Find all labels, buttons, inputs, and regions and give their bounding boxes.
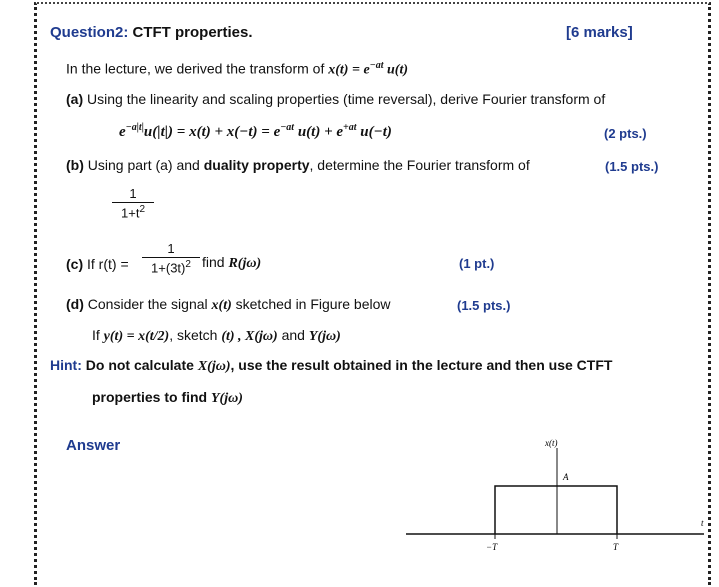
denominator-base: 1+t xyxy=(121,205,140,221)
part-b-line xyxy=(66,157,530,173)
intro-line xyxy=(66,60,408,79)
part-c-label: (c) xyxy=(66,256,84,272)
intro-expr: x(t) = e xyxy=(328,62,370,78)
right-tick-label: T xyxy=(613,542,619,552)
part-b-text-1: Using part (a) and xyxy=(87,157,204,173)
eq-exponent: −a|t| xyxy=(125,122,144,133)
fraction-numerator: 1 xyxy=(112,186,154,203)
answer-label: Answer xyxy=(66,437,121,454)
part-c-expr: R(jω) xyxy=(228,256,262,271)
denominator-base: 1+(3t) xyxy=(151,260,186,276)
signal-figure xyxy=(400,430,710,560)
hint-text: properties to find xyxy=(92,389,211,405)
hint-text: , use the result obtained in the lecture and then use CTFT xyxy=(230,357,613,373)
part-d-expr: x(t) xyxy=(211,298,232,313)
eq-part: u(−t) xyxy=(356,124,392,140)
eq-exponent: +at xyxy=(343,122,357,133)
eq-part: u(t) + e xyxy=(294,124,344,140)
question-number: Question2: xyxy=(50,24,129,41)
fraction-denominator xyxy=(112,203,154,220)
part-c-points: (1 pt.) xyxy=(459,256,495,271)
denominator-exponent: 2 xyxy=(185,259,191,270)
fraction-denominator xyxy=(142,258,200,275)
part-a-points: (2 pts.) xyxy=(604,126,647,141)
part-d-line2-expr: y(t) = x(t/2) xyxy=(103,329,170,344)
denominator-exponent: 2 xyxy=(139,204,145,215)
part-c-text-1: If r(t) = xyxy=(87,256,129,272)
hint-expr: Y(jω) xyxy=(211,391,243,406)
part-b-bold: duality property xyxy=(203,157,310,173)
t-axis-label: t xyxy=(701,518,704,528)
hint-expr: X(jω) xyxy=(197,359,231,374)
hint-text: Do not calculate xyxy=(81,357,198,373)
part-d-line2-expr: Y(jω) xyxy=(308,329,341,344)
part-d-text-1: Consider the signal xyxy=(87,296,212,312)
part-d-line2-text: If xyxy=(92,327,104,343)
part-d-label: (d) xyxy=(66,296,84,312)
part-a-label: (a) xyxy=(66,91,84,107)
part-c-tail xyxy=(202,254,261,272)
part-a-text: Using the linearity and scaling properties (time reversal), derive Fourier transform of xyxy=(87,91,606,107)
left-tick-label: −T xyxy=(486,542,498,552)
fraction-numerator: 1 xyxy=(142,241,200,258)
intro-exponent: −at xyxy=(369,60,384,71)
eq-part: u(|t|) = x(t) + x(−t) = e xyxy=(143,124,281,140)
question-heading xyxy=(50,24,253,41)
part-d-line xyxy=(66,296,391,314)
part-c-text-2: find xyxy=(202,254,229,270)
part-d-line-2 xyxy=(92,327,341,345)
part-d-line2-text: and xyxy=(277,327,309,343)
part-d-points: (1.5 pts.) xyxy=(457,298,511,313)
intro-tail: u(t) xyxy=(383,62,408,78)
part-a-line xyxy=(66,91,605,107)
part-c-label-text xyxy=(66,256,129,272)
part-d-text-2: sketched in Figure below xyxy=(231,296,391,312)
y-axis-label: x(t) xyxy=(545,438,558,448)
part-d-line2-expr: (t) , X(jω) xyxy=(221,329,278,344)
question-title: CTFT properties. xyxy=(132,24,253,41)
part-b-fraction xyxy=(112,186,154,220)
hint-line-2 xyxy=(92,389,243,407)
part-c-fraction xyxy=(142,241,200,275)
eq-part: e xyxy=(119,124,126,140)
eq-exponent: −at xyxy=(280,122,295,133)
part-b-label: (b) xyxy=(66,157,84,173)
hint-line xyxy=(50,357,612,375)
amplitude-label: A xyxy=(563,472,569,482)
intro-text: In the lecture, we derived the transform of xyxy=(66,60,329,77)
part-d-line2-text: , sketch xyxy=(169,327,222,343)
marks-label: [6 marks] xyxy=(566,24,633,41)
rect-pulse xyxy=(495,486,617,534)
hint-label: Hint: xyxy=(50,357,82,373)
part-b-points: (1.5 pts.) xyxy=(605,159,659,174)
part-a-equation xyxy=(119,122,392,141)
part-b-text-2: , determine the Fourier transform of xyxy=(309,157,530,173)
